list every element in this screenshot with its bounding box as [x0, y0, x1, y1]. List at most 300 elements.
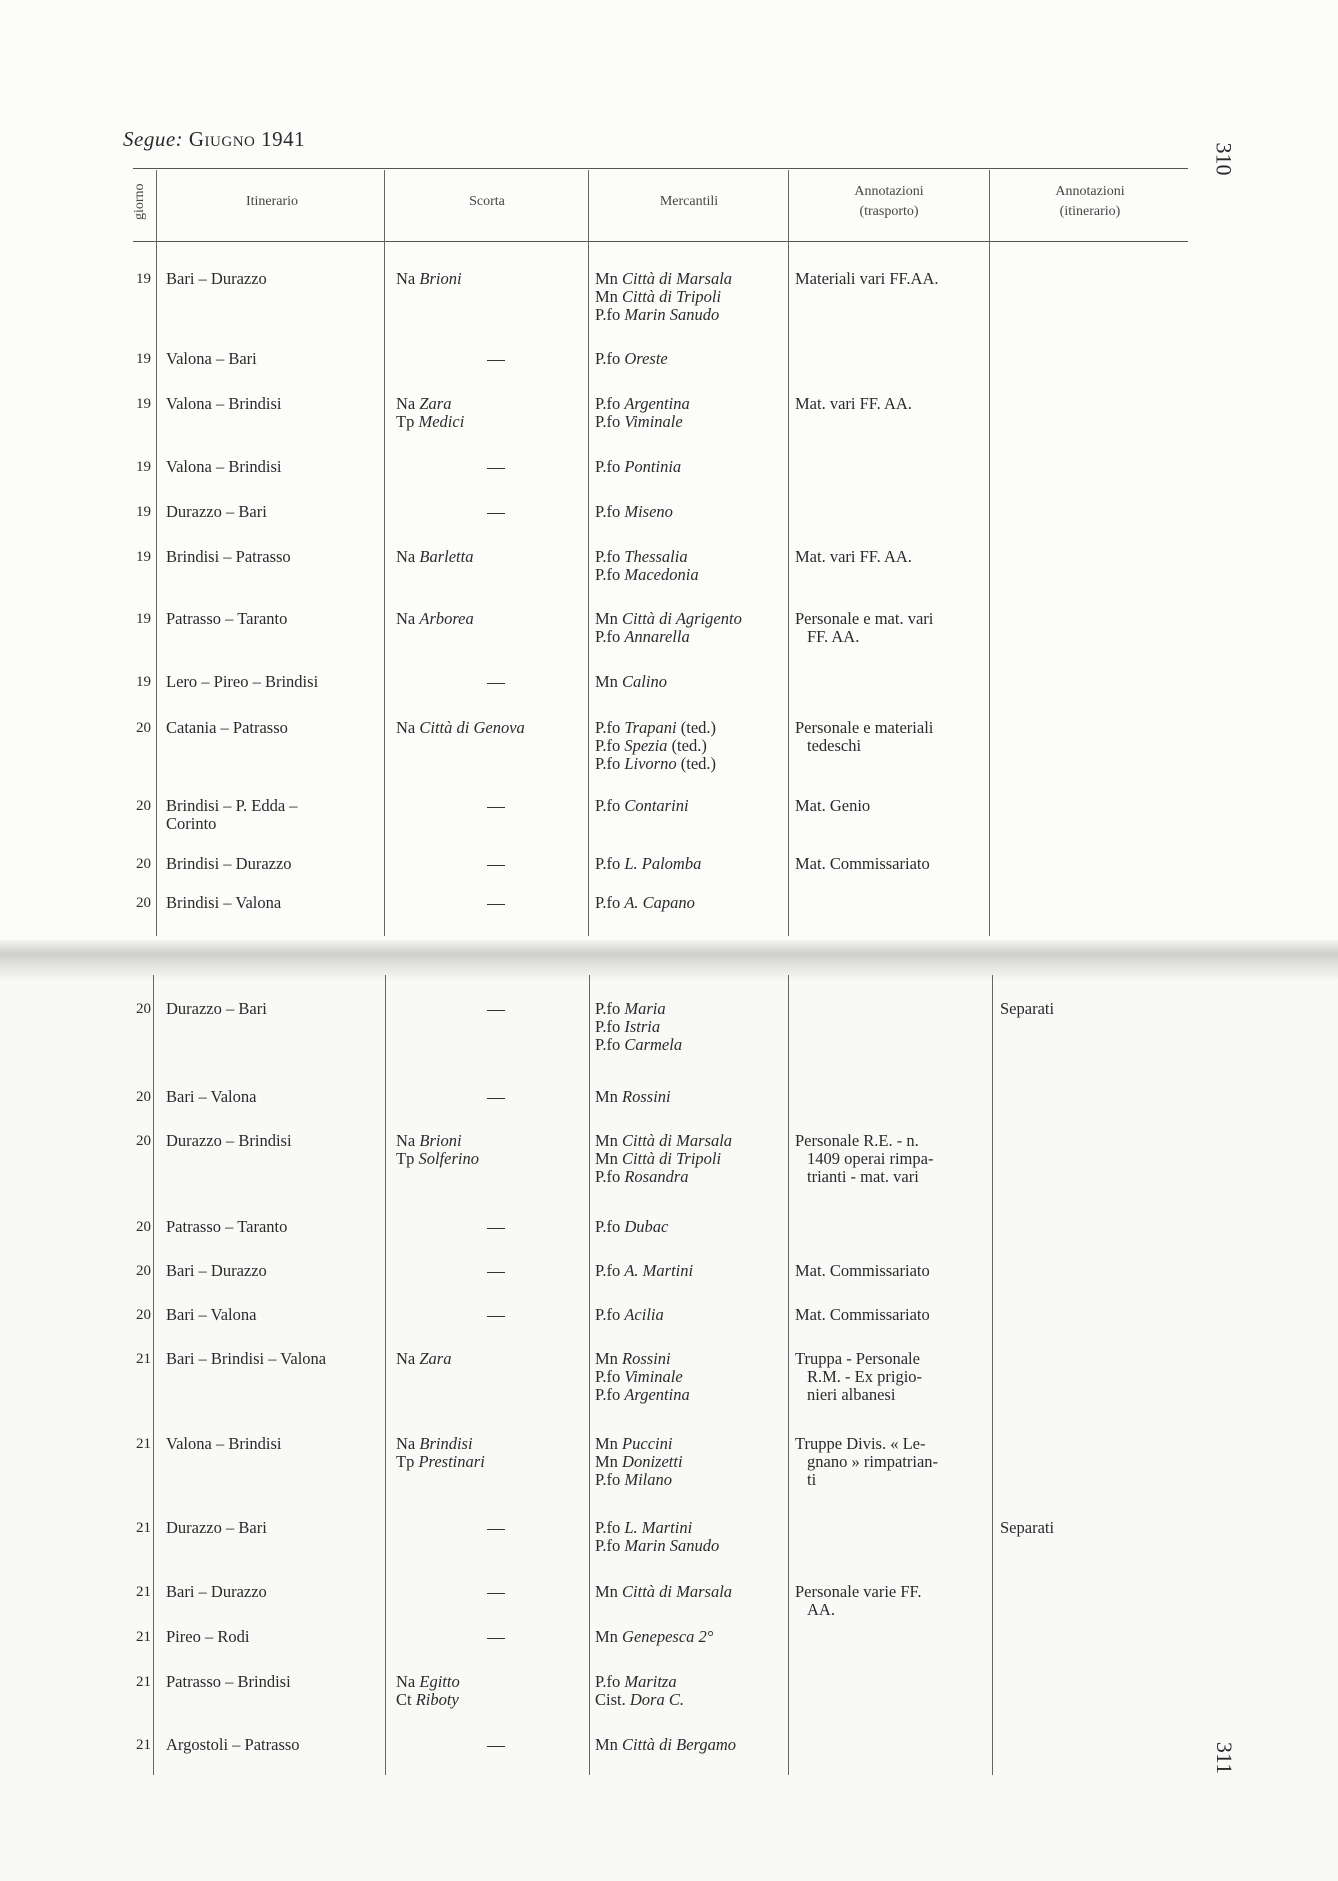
column-header-mercantili: Mercantili [659, 193, 719, 209]
row-mercantili [595, 894, 795, 912]
ship-type: P.fo [595, 796, 625, 815]
mercantile-entry [595, 1519, 795, 1537]
scorta-entry [396, 1673, 596, 1691]
row-scorta [396, 1132, 596, 1168]
trasporto-line: ti [807, 1470, 817, 1489]
itinerario-line: Bari – Durazzo [166, 269, 267, 288]
empty-dash [487, 904, 505, 905]
mercantile-entry [595, 1583, 795, 1601]
row-itinerario [166, 1628, 386, 1646]
ship-type: Ct [396, 1690, 416, 1709]
ship-type: Mn [595, 287, 623, 306]
ship-name: Annarella [624, 627, 690, 646]
mercantile-entry [595, 610, 795, 628]
ship-name: Brioni [419, 269, 462, 288]
row-mercantili [595, 1000, 795, 1054]
row-itinerario [166, 1132, 386, 1150]
ship-type: Tp [396, 1149, 419, 1168]
row-day: 20 [136, 798, 151, 814]
row-scorta [396, 548, 596, 566]
running-head-lead: Segue: [123, 127, 184, 151]
ship-name: Livorno [624, 754, 677, 773]
empty-dash [487, 1272, 505, 1273]
itinerario-line: Patrasso – Taranto [166, 1217, 288, 1236]
ship-type: P.fo [595, 718, 625, 737]
row-scorta [396, 719, 596, 737]
row-annotazioni-itinerario: Separati [1000, 1518, 1055, 1537]
scorta-entry [396, 719, 596, 737]
ship-type: Mn [595, 672, 623, 691]
row-mercantili [595, 1350, 795, 1404]
ship-name: Maritza [624, 1672, 677, 1691]
header-rule-bottom [133, 241, 1188, 242]
row-itinerario [166, 1519, 386, 1537]
ship-name: L. Martini [624, 1518, 693, 1537]
itinerario-line: Patrasso – Brindisi [166, 1672, 291, 1691]
ship-name: Medici [418, 412, 465, 431]
row-itinerario [166, 350, 386, 368]
row-itinerario [166, 503, 386, 521]
mercantile-entry [595, 1000, 795, 1018]
running-head [123, 127, 305, 152]
row-scorta [396, 1435, 596, 1471]
trasporto-line: 1409 operai rimpa- [807, 1149, 934, 1168]
row-annotazioni-trasporto [795, 270, 995, 288]
row-scorta [396, 350, 596, 368]
ship-type: Tp [396, 1452, 419, 1471]
ship-type: Mn [595, 1452, 623, 1471]
ship-type: Na [396, 718, 420, 737]
row-itinerario [166, 797, 386, 833]
empty-dash [487, 1593, 505, 1594]
mercantile-entry [595, 1435, 795, 1453]
row-itinerario [166, 1306, 386, 1324]
ship-name: Città di Agrigento [622, 609, 742, 628]
itinerario-line: Brindisi – Valona [166, 893, 282, 912]
row-itinerario [166, 1350, 386, 1368]
ship-type: Na [396, 269, 420, 288]
row-itinerario [166, 1218, 386, 1236]
row-day: 20 [136, 1001, 151, 1017]
ship-name: Donizetti [622, 1452, 683, 1471]
row-day: 21 [136, 1737, 151, 1753]
mercantile-entry [595, 1691, 795, 1709]
annot-trasporto-sub: (trasporto) [859, 204, 919, 219]
row-day: 20 [136, 895, 151, 911]
ship-name: Prestinari [418, 1452, 485, 1471]
row-mercantili [595, 270, 795, 324]
ship-name: Calino [622, 672, 667, 691]
ship-type: Na [396, 1434, 420, 1453]
row-day: 19 [136, 611, 151, 627]
trasporto-line: Personale e mat. vari [795, 609, 934, 628]
ship-name: Zara [419, 1349, 452, 1368]
row-itinerario [166, 395, 386, 413]
scorta-entry [396, 413, 596, 431]
ship-type: Mn [595, 1434, 623, 1453]
row-scorta [396, 1306, 596, 1324]
mercantile-entry [595, 270, 795, 288]
ship-type: P.fo [595, 502, 625, 521]
row-mercantili [595, 855, 795, 873]
row-scorta [396, 797, 596, 815]
column-header-annotazioni-itinerario [990, 168, 1190, 236]
ship-name: Thessalia [624, 547, 688, 566]
ship-name: Città di Bergamo [622, 1735, 737, 1754]
row-annotazioni-trasporto [795, 1350, 995, 1404]
row-mercantili [595, 1088, 795, 1106]
ship-name: Solferino [418, 1149, 479, 1168]
itinerario-line: Bari – Brindisi – Valona [166, 1349, 327, 1368]
mercantile-entry [595, 1168, 795, 1186]
ship-type: P.fo [595, 394, 625, 413]
row-scorta [396, 673, 596, 691]
row-itinerario [166, 548, 386, 566]
ship-type: P.fo [595, 1367, 625, 1386]
row-day: 21 [136, 1629, 151, 1645]
ship-type: Mn [595, 1131, 623, 1150]
empty-dash [487, 1098, 505, 1099]
ship-type: P.fo [595, 736, 625, 755]
row-day: 20 [136, 1307, 151, 1323]
trasporto-line: trianti - mat. vari [807, 1167, 919, 1186]
scorta-entry [396, 270, 596, 288]
ship-type: P.fo [595, 1518, 625, 1537]
row-day: 19 [136, 504, 151, 520]
ship-type: P.fo [595, 547, 625, 566]
scorta-entry [396, 610, 596, 628]
ship-type: Mn [595, 269, 623, 288]
row-mercantili [595, 1218, 795, 1236]
row-day: 20 [136, 1133, 151, 1149]
ship-type: Mn [595, 1735, 623, 1754]
row-mercantili [595, 548, 795, 584]
row-scorta [396, 855, 596, 873]
mercantile-entry [595, 395, 795, 413]
ship-name: Spezia [624, 736, 668, 755]
itinerario-line: Bari – Durazzo [166, 1261, 267, 1280]
ship-name: Marin Sanudo [624, 305, 720, 324]
trasporto-line: Mat. vari FF. AA. [795, 394, 912, 413]
ship-name: Arborea [419, 609, 474, 628]
row-annotazioni-trasporto [795, 1435, 995, 1489]
trasporto-line: tedeschi [807, 736, 862, 755]
row-itinerario [166, 458, 386, 476]
trasporto-line: nieri albanesi [807, 1385, 896, 1404]
mercantile-entry [595, 673, 795, 691]
ship-name: Città di Tripoli [622, 287, 722, 306]
ship-type: Na [396, 1131, 420, 1150]
row-annotazioni-trasporto [795, 1583, 995, 1619]
itinerario-line: Bari – Valona [166, 1305, 257, 1324]
row-scorta [396, 458, 596, 476]
row-day: 19 [136, 549, 151, 565]
mercantile-entry [595, 797, 795, 815]
trasporto-line: AA. [807, 1600, 835, 1619]
mercantile-entry [595, 1350, 795, 1368]
empty-dash [487, 1746, 505, 1747]
row-annotazioni-trasporto [795, 1262, 995, 1280]
row-mercantili [595, 1132, 795, 1186]
ship-name: Riboty [415, 1690, 459, 1709]
ship-name: Dora C. [629, 1690, 684, 1709]
row-annotazioni-trasporto [795, 797, 995, 815]
ship-type: Na [396, 1349, 420, 1368]
ship-type: P.fo [595, 1017, 625, 1036]
trasporto-line: gnano » rimpatrian- [807, 1452, 939, 1471]
ship-type: Cist. [595, 1690, 630, 1709]
row-itinerario [166, 894, 386, 912]
itinerario-line: Valona – Brindisi [166, 1434, 282, 1453]
ship-type: Na [396, 1672, 420, 1691]
ship-type: P.fo [595, 854, 625, 873]
row-scorta [396, 270, 596, 288]
empty-dash [487, 468, 505, 469]
row-mercantili [595, 1435, 795, 1489]
row-scorta [396, 1350, 596, 1368]
ship-name: Acilia [624, 1305, 664, 1324]
ship-type: P.fo [595, 1672, 625, 1691]
row-mercantili [595, 1262, 795, 1280]
trasporto-line: Materiali vari FF.AA. [795, 269, 939, 288]
mercantile-entry [595, 1088, 795, 1106]
row-scorta [396, 503, 596, 521]
row-day: 21 [136, 1674, 151, 1690]
mercantile-entry [595, 413, 795, 431]
mercantile-entry [595, 737, 795, 755]
itinerario-line: Brindisi – P. Edda – [166, 796, 298, 815]
row-mercantili [595, 1628, 795, 1646]
trasporto-line: Mat. Commissariato [795, 1305, 930, 1324]
mercantile-entry [595, 458, 795, 476]
ship-name: Puccini [622, 1434, 673, 1453]
itinerario-line: Durazzo – Bari [166, 999, 267, 1018]
empty-dash [487, 807, 505, 808]
ship-name: Città di Marsala [622, 269, 733, 288]
trasporto-line: Mat. vari FF. AA. [795, 547, 912, 566]
ship-type: P.fo [595, 754, 625, 773]
row-mercantili [595, 610, 795, 646]
row-annotazioni-trasporto [795, 1132, 995, 1186]
empty-dash [487, 865, 505, 866]
itinerario-line: Brindisi – Patrasso [166, 547, 291, 566]
row-annotazioni-trasporto [795, 395, 995, 413]
row-annotazioni-trasporto [795, 855, 995, 873]
ship-type: P.fo [595, 627, 625, 646]
row-scorta [396, 894, 596, 912]
ship-type: Mn [595, 1627, 623, 1646]
itinerario-line: Bari – Valona [166, 1087, 257, 1106]
ship-name: Milano [624, 1470, 673, 1489]
mercantile-entry [595, 566, 795, 584]
row-day: 20 [136, 720, 151, 736]
ship-name: Macedonia [624, 565, 699, 584]
row-scorta [396, 610, 596, 628]
page-number-bottom: 311 [1211, 1741, 1237, 1775]
ship-name: Pontinia [624, 457, 682, 476]
row-scorta [396, 395, 596, 431]
row-day: 19 [136, 674, 151, 690]
ship-type: P.fo [595, 999, 625, 1018]
ship-type: Na [396, 609, 420, 628]
row-scorta [396, 1088, 596, 1106]
ship-name: Zara [419, 394, 452, 413]
row-mercantili [595, 1583, 795, 1601]
mercantile-entry [595, 1150, 795, 1168]
ship-type: Mn [595, 1087, 623, 1106]
ship-name: Città di Marsala [622, 1582, 733, 1601]
ship-type: Mn [595, 609, 623, 628]
row-mercantili [595, 1519, 795, 1555]
scorta-entry [396, 395, 596, 413]
row-itinerario [166, 673, 386, 691]
row-itinerario [166, 719, 386, 737]
ship-name: A. Martini [624, 1261, 694, 1280]
row-day: 20 [136, 1089, 151, 1105]
itinerario-line: Valona – Brindisi [166, 457, 282, 476]
mercantile-entry [595, 1628, 795, 1646]
scorta-entry [396, 548, 596, 566]
row-itinerario [166, 855, 386, 873]
column-header-giorno: giorno [131, 183, 147, 221]
mercantile-entry [595, 548, 795, 566]
ship-type: P.fo [595, 1167, 625, 1186]
row-mercantili [595, 503, 795, 521]
scorta-entry [396, 1350, 596, 1368]
mercantile-entry [595, 1537, 795, 1555]
ship-name: Brindisi [419, 1434, 473, 1453]
ship-flag: (ted.) [667, 736, 707, 755]
row-mercantili [595, 1736, 795, 1754]
mercantile-entry [595, 1453, 795, 1471]
ship-type: P.fo [595, 1305, 625, 1324]
itinerario-line: Valona – Brindisi [166, 394, 282, 413]
mercantile-entry [595, 1132, 795, 1150]
scorta-entry [396, 1453, 596, 1471]
ship-name: Viminale [624, 1367, 683, 1386]
mercantile-entry [595, 1036, 795, 1054]
mercantile-entry [595, 1736, 795, 1754]
itinerario-line: Durazzo – Brindisi [166, 1131, 292, 1150]
trasporto-line: Truppa - Personale [795, 1349, 920, 1368]
ship-type: P.fo [595, 1385, 625, 1404]
row-scorta [396, 1262, 596, 1280]
row-day: 21 [136, 1436, 151, 1452]
ship-type: Mn [595, 1582, 623, 1601]
trasporto-line: Mat. Genio [795, 796, 871, 815]
row-scorta [396, 1736, 596, 1754]
annot-itinerario-sub: (itinerario) [1059, 204, 1121, 219]
itinerario-line: Bari – Durazzo [166, 1582, 267, 1601]
row-day: 20 [136, 856, 151, 872]
ship-name: Rossini [622, 1349, 671, 1368]
rule-giorno [156, 170, 157, 936]
mercantile-entry [595, 306, 795, 324]
mercantile-entry [595, 1306, 795, 1324]
row-scorta [396, 1628, 596, 1646]
empty-dash [487, 1228, 505, 1229]
itinerario-line: Pireo – Rodi [166, 1627, 250, 1646]
mercantile-entry [595, 1218, 795, 1236]
ship-name: Carmela [624, 1035, 683, 1054]
ship-type: P.fo [595, 305, 625, 324]
trasporto-line: Personale R.E. - n. [795, 1131, 919, 1150]
mercantile-entry [595, 1018, 795, 1036]
row-mercantili [595, 350, 795, 368]
row-annotazioni-itinerario: Separati [1000, 999, 1055, 1018]
mercantile-entry [595, 1386, 795, 1404]
empty-dash [487, 513, 505, 514]
row-day: 19 [136, 459, 151, 475]
itinerario-line: Brindisi – Durazzo [166, 854, 292, 873]
ship-name: Oreste [624, 349, 668, 368]
row-day: 21 [136, 1520, 151, 1536]
row-mercantili [595, 719, 795, 773]
itinerario-line: Argostoli – Patrasso [166, 1735, 300, 1754]
ship-name: Viminale [624, 412, 683, 431]
ship-type: Na [396, 394, 420, 413]
row-day: 19 [136, 396, 151, 412]
row-annotazioni-trasporto [795, 548, 995, 566]
ship-type: P.fo [595, 1261, 625, 1280]
ship-type: P.fo [595, 412, 625, 431]
empty-dash [487, 1638, 505, 1639]
scorta-entry [396, 1132, 596, 1150]
row-day: 20 [136, 1219, 151, 1235]
empty-dash [487, 360, 505, 361]
ship-name: A. Capano [624, 893, 695, 912]
mercantile-entry [595, 288, 795, 306]
ship-flag: (ted.) [676, 718, 717, 737]
ship-type: P.fo [595, 1536, 625, 1555]
empty-dash [487, 1316, 505, 1317]
row-day: 19 [136, 351, 151, 367]
mercantile-entry [595, 1673, 795, 1691]
running-head-month: Giugno 1941 [188, 127, 306, 151]
ship-type: Mn [595, 1349, 623, 1368]
ship-type: P.fo [595, 565, 625, 584]
row-mercantili [595, 1306, 795, 1324]
mercantile-entry [595, 719, 795, 737]
ship-type: P.fo [595, 1035, 625, 1054]
column-header-scorta: Scorta [469, 193, 505, 209]
ship-name: Maria [624, 999, 666, 1018]
row-itinerario [166, 1262, 386, 1280]
row-mercantili [595, 673, 795, 691]
mercantile-entry [595, 1262, 795, 1280]
ship-type: Tp [396, 412, 419, 431]
row-day: 21 [136, 1351, 151, 1367]
row-itinerario [166, 1088, 386, 1106]
ship-name: Trapani [624, 718, 677, 737]
ship-name: L. Palomba [624, 854, 702, 873]
itinerario-line: Catania – Patrasso [166, 718, 288, 737]
row-day: 19 [136, 271, 151, 287]
row-itinerario [166, 1000, 386, 1018]
mercantile-entry [595, 894, 795, 912]
ship-type: P.fo [595, 1470, 625, 1489]
row-itinerario [166, 1673, 386, 1691]
ship-name: Genepesca 2° [622, 1627, 714, 1646]
mercantile-entry [595, 1471, 795, 1489]
ship-name: Brioni [419, 1131, 462, 1150]
row-mercantili [595, 797, 795, 815]
row-mercantili [595, 458, 795, 476]
mercantile-entry [595, 755, 795, 773]
trasporto-line: FF. AA. [807, 627, 860, 646]
row-itinerario [166, 270, 386, 288]
row-scorta [396, 1000, 596, 1018]
